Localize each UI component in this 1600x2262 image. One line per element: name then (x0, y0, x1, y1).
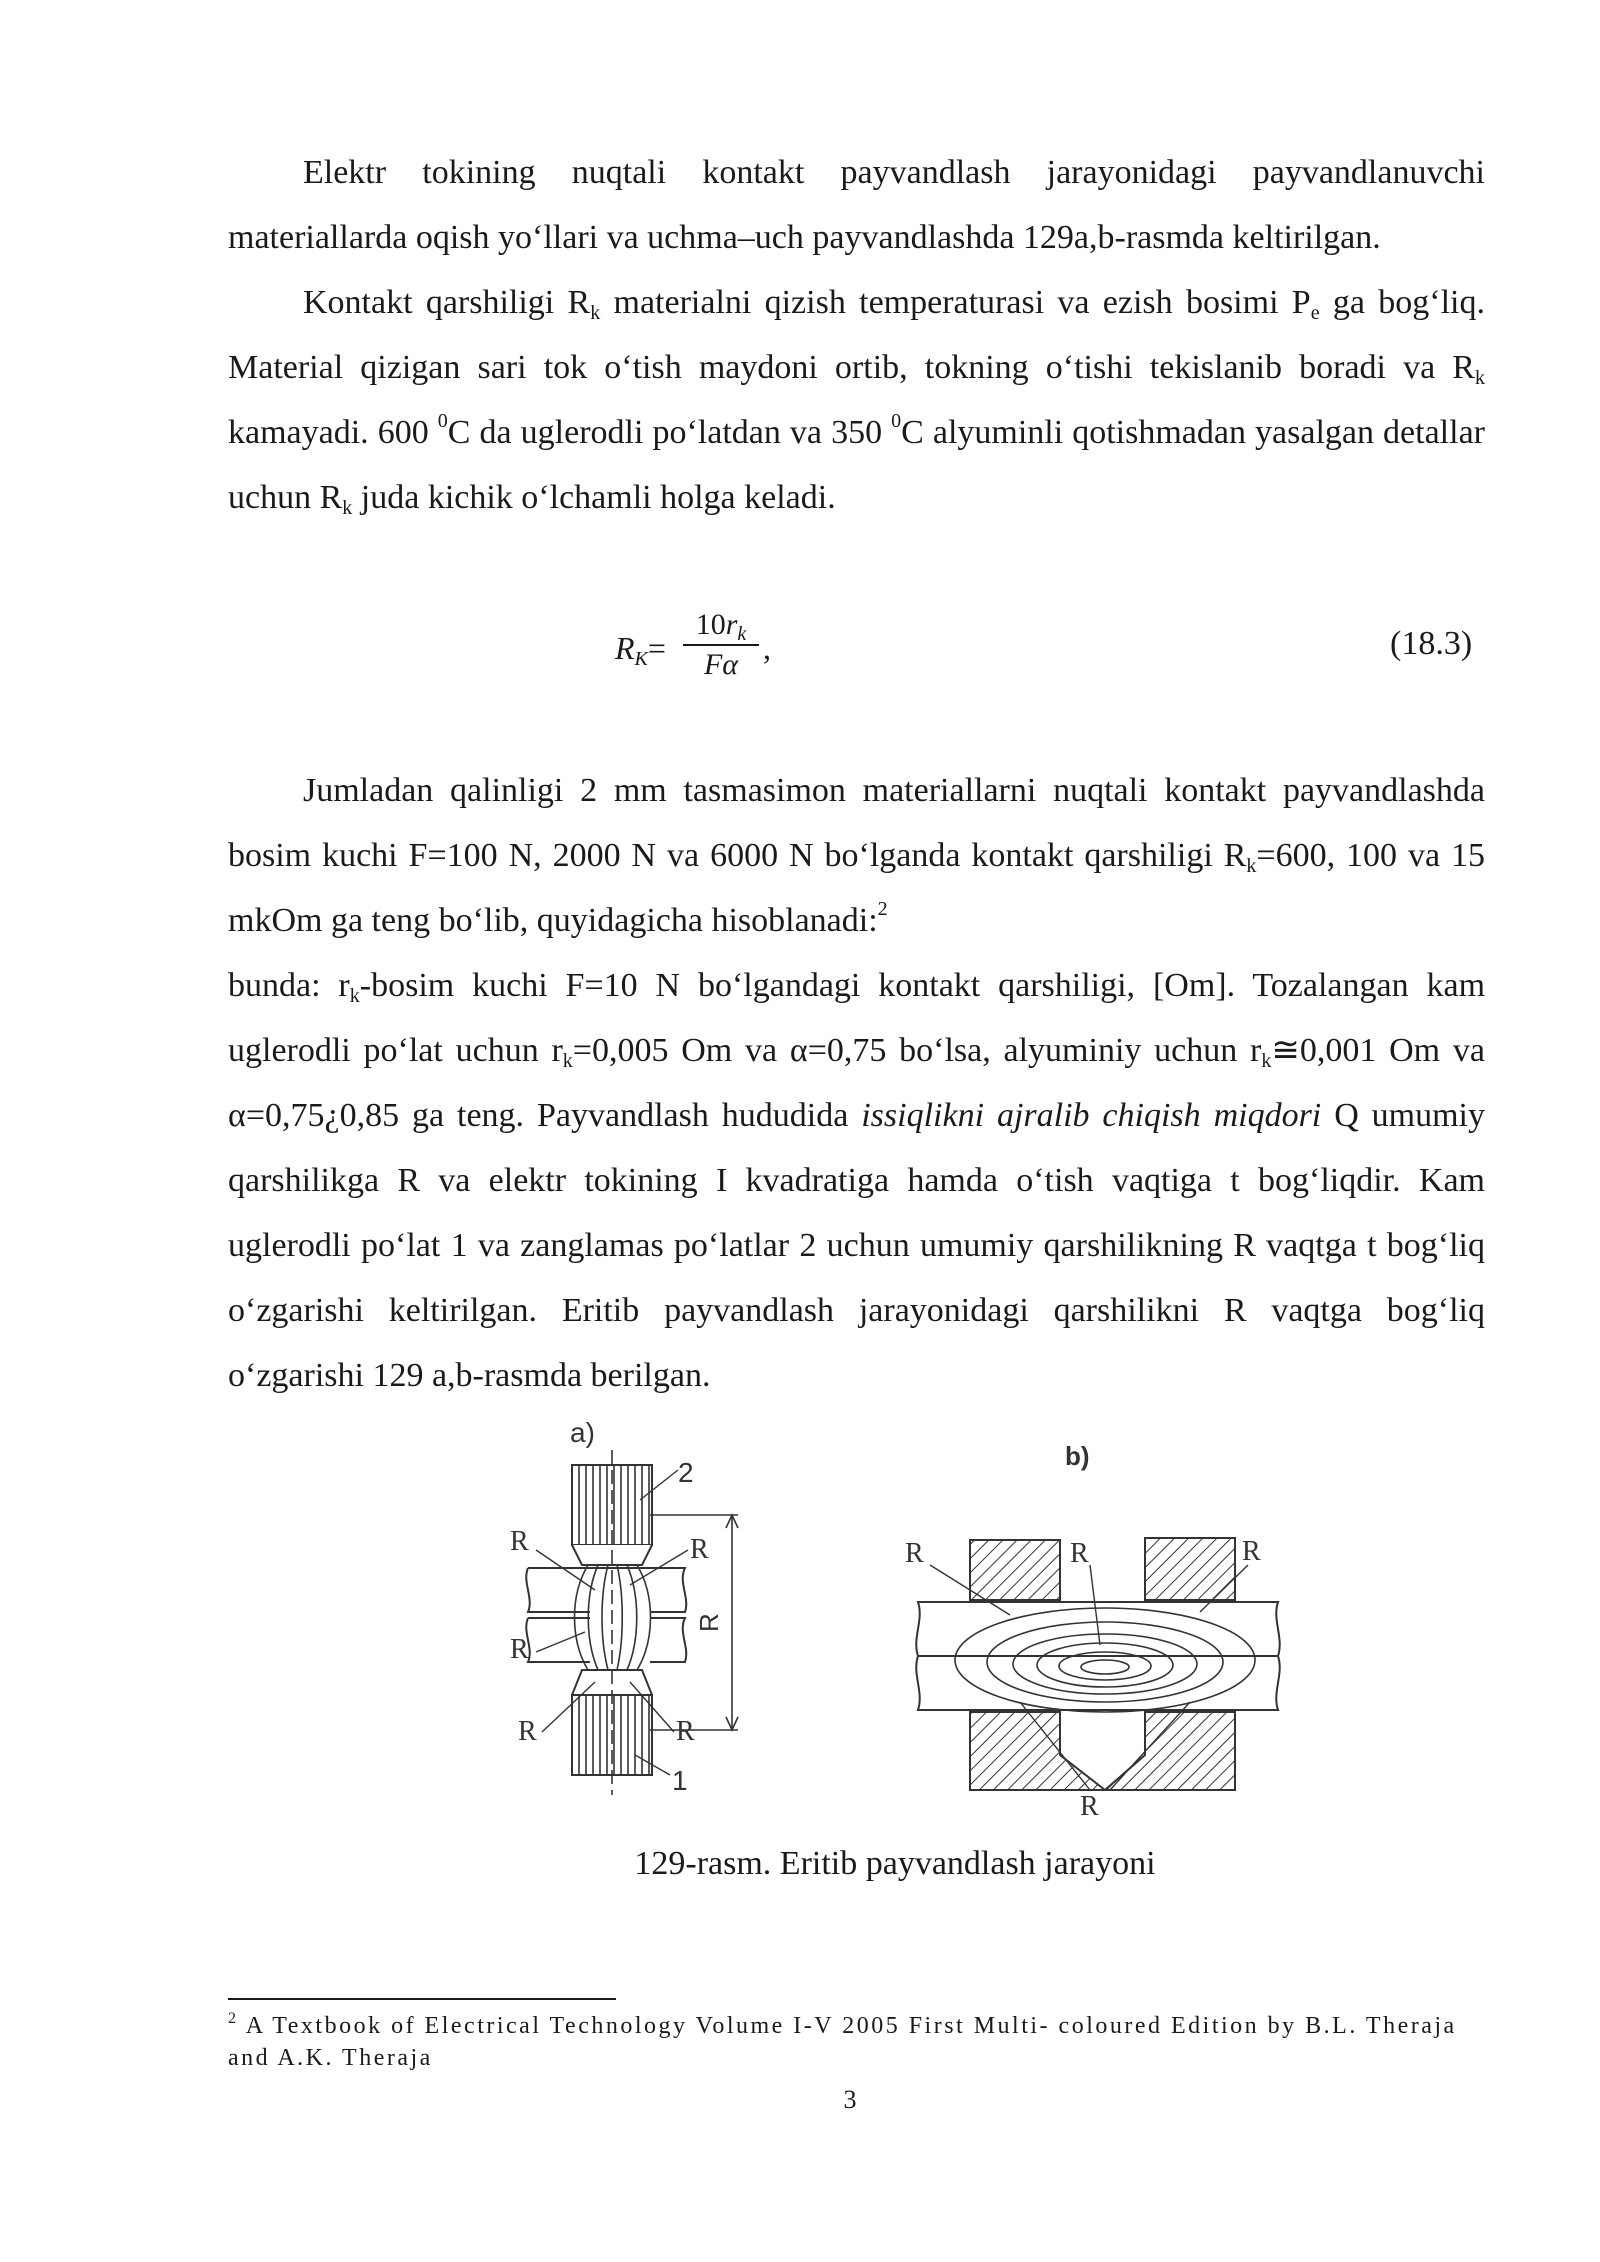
r-label-a3: R (510, 1634, 529, 1665)
paragraph-3: Jumladan qalinligi 2 mm tasmasimon materiallarni nuqtali kontakt payvandlashda bosim kuchi F=100 N, 2000 N va 6000 N bo‘lganda kontakt qarshiligi $R_k=600$, 100 va 15 mkOm ga teng bo‘lib, quyidagicha hisoblanadi:$^2$ (228, 772, 1485, 939)
page-number: 3 (843, 2085, 857, 2114)
upper-left-electrode (970, 1540, 1060, 1600)
paragraph-1: Elektr tokining nuqtali kontakt payvandlash jarayonidagi payvandlanuvchi materiallarda oqish yo‘llari va uchma–uch payvandlashda 129a,b-rasmda keltirilgan. (228, 154, 1485, 256)
r-label-a5: R (676, 1716, 695, 1747)
formula-lhs: $R_K=$ (615, 630, 666, 670)
r-label-b2: R (1070, 1538, 1089, 1569)
footnote: $^2$ A Textbook of Electrical Technology Volume I-V 2005 First Multi- coloured Edition by B.L. Theraja and A.K. Theraja (228, 2010, 1457, 2071)
formula-denominator: Fα (703, 648, 739, 681)
paragraph-group-bottom (228, 758, 1485, 1408)
r-label-b1: R (905, 1538, 924, 1569)
figure-caption: 129-rasm. Eritib payvandlash jarayoni (634, 1845, 1156, 1882)
formula-fraction (683, 608, 759, 682)
r-label-b3: R (1242, 1536, 1261, 1567)
r-label-a4: R (518, 1716, 537, 1747)
paragraph-4: bunda: $r_k$-bosim kuchi F=10 N bo‘lgandagi kontakt qarshiligi, [Om]. Tozalangan kam uglerodli po‘lat uchun $r_k=0,005$ Om va α=0,75 bo‘lsa, alyuminiy uchun $r_k≅0,001$ Om va α=0,75¿0,85 ga teng. Payvandlash hududida issiqlikni ajralib chiqish miqdori Q umumiy qarshilikga R va elektr tokining I kvadratiga hamda o‘tish vaqtiga t bog‘liqdir. Kam uglerodli po‘lat 1 va zanglamas po‘latlar 2 uchun umumiy qarshilikning R vaqtga t bog‘liq o‘zgarishi keltirilgan. Eritib payvandlash jarayonidagi qarshilikni R vaqtga bog‘liq o‘zgarishi 129 a,b-rasmda berilgan. (228, 967, 1486, 1394)
document-page: Elektr tokining nuqtali kontakt payvandlash jarayonidagi payvandlanuvchi materiallarda oqish yo‘llari va uchma–uch payvandlashda 129a,b-rasmda keltirilgan. Kontakt qarshiligi $R_k$ materialni qizish temperaturasi va ezish bosimi $P_e$ ga bog‘liq. Material qizigan sari tok o‘tish maydoni ortib, tokning o‘tishi tekislanib boradi va $R_k$ kamayadi. 600 $^0$C da uglerodli po‘latdan va 350 $^0$C alyuminli qotishmadan yasalgan detallar uchun $R_k$ juda kichik o‘lchamli holga keladi. $R_K=$ $\frac{10r_k}{F\alpha}$ , (18.3) Jumladan qalinligi 2 mm tasmasimon materiallarni nuqtali kontakt payvandlashda bosim kuchi F=100 N, 2000 N va 6000 N bo‘lganda kontakt qarshiligi $R_k=600$, 100 va 15 mkOm ga teng bo‘lib, quyidagicha hisoblanadi:$^2$ bunda: $r_k$-bosim kuchi F=10 N bo‘lgandagi kontakt qarshiligi, [Om]. Tozalangan kam uglerodli po‘lat uchun $r_k=0,005$ Om va α=0,75 bo‘lsa, alyuminiy uchun $r_k≅0,001$ Om va α=0,75¿0,85 ga teng. Payvandlash hududida issiqlikni ajralib chiqish miqdori Q umumiy qarshilikga R va elektr tokining I kvadratiga hamda o‘tish vaqtiga t bog‘liqdir. Kam uglerodli po‘lat 1 va zanglamas po‘latlar 2 uchun umumiy qarshilikning R vaqtga t bog‘liq o‘zgarishi keltirilgan. Eritib payvandlash jarayonidagi qarshilikni R vaqtga bog‘liq o‘zgarishi 129 a,b-rasmda berilgan. a) R 2 1 R R R R R b) R R R R 129-rasm. Eritib payvandlash jarayoni $^2$ A Textbook of Electrical Technology Volume I-V 2005 First Multi- coloured Edition by B.L. Theraja and A.K. Theraja 3 (0, 0, 1600, 2262)
weld-nugget-contours (955, 1608, 1255, 1712)
footnote-divider (228, 1998, 616, 2000)
diagram-a-label: a) (570, 1420, 595, 1448)
r-label-a1: R (510, 1526, 529, 1557)
diagram-b (905, 1441, 1280, 1820)
label-2: 2 (678, 1457, 694, 1488)
paragraph-group-top (228, 140, 1485, 530)
diagram-a (510, 1420, 738, 1796)
figure-129 (500, 1420, 1300, 1820)
footnote-reference: 2 (877, 898, 888, 920)
paragraph-2: Kontakt qarshiligi $R_k$ materialni qizish temperaturasi va ezish bosimi $P_e$ ga bog‘liq. Material qizigan sari tok o‘tish maydoni ortib, tokning o‘tishi tekislanib boradi va $R_k$ kamayadi. 600 $^0$C da uglerodli po‘latdan va 350 $^0$C alyuminli qotishmadan yasalgan detallar uchun $R_k$ juda kichik o‘lchamli holga keladi. (228, 284, 1485, 519)
label-1: 1 (672, 1765, 688, 1796)
r-label-a2: R (690, 1534, 709, 1565)
footnote-mark: 2 (228, 2010, 239, 2027)
formula-numerator: $10r_k$ (683, 608, 759, 646)
dimension-r-label: R (694, 1613, 724, 1632)
equation-number: (18.3) (1390, 625, 1473, 662)
r-label-b4: R (1080, 1791, 1099, 1820)
diagram-b-label: b) (1065, 1441, 1090, 1471)
